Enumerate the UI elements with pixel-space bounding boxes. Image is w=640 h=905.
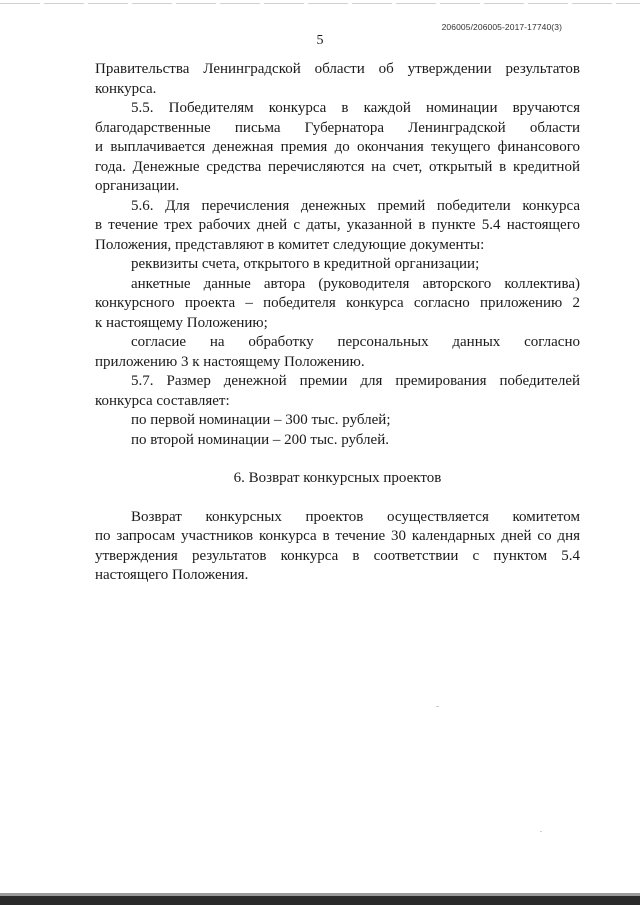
text-line: по запросам участников конкурса в течение 30 календарных дней со дня <box>95 528 580 544</box>
text-line: анкетные данные автора (руководителя авторского коллектива) <box>131 275 580 292</box>
text-line: приложению 3 к настоящему Положению. <box>95 353 365 370</box>
text-line: Положения, представляют в комитет следующие документы: <box>95 236 485 253</box>
text-line: 5.5. Победителям конкурса в каждой номинации вручаются <box>131 100 580 116</box>
text-line: конкурса. <box>95 80 157 97</box>
text-line: в течение трех рабочих дней с даты, указанной в пункте 5.4 настоящего <box>95 217 580 233</box>
text-line: Возврат конкурсных проектов осуществляется комитетом <box>131 508 580 525</box>
text-line: конкурсного проекта – победителя конкурса согласно приложению 2 <box>95 295 580 311</box>
scan-artifact-mark <box>540 831 542 832</box>
text-line: реквизиты счета, открытого в кредитной организации; <box>131 256 480 272</box>
document-id: 206005/206005-2017-17740(3) <box>441 22 562 32</box>
section-heading: 6. Возврат конкурсных проектов <box>233 470 442 486</box>
text-line: утверждения результатов конкурса в соответствии с пунктом 5.4 <box>95 547 580 564</box>
scan-artifact-bottom <box>0 896 640 905</box>
text-line: по второй номинации – 200 тыс. рублей. <box>131 431 389 448</box>
text-line: Правительства Ленинградской области об утверждении результатов <box>95 61 580 77</box>
text-line: согласие на обработку персональных данных согласно <box>131 334 580 350</box>
page-number: 5 <box>316 33 324 48</box>
text-line: 5.6. Для перечисления денежных премий победители конкурса <box>131 197 580 214</box>
scan-artifact-mark <box>436 706 439 707</box>
scan-artifact-top <box>0 3 640 4</box>
text-line: благодарственные письма Губернатора Ленинградской области <box>95 119 580 136</box>
text-line: организации. <box>95 178 180 194</box>
text-line: настоящего Положения. <box>95 567 249 583</box>
text-line: по первой номинации – 300 тыс. рублей; <box>131 412 391 428</box>
text-line: 5.7. Размер денежной премии для премирования победителей <box>131 373 580 389</box>
text-line: конкурса составляет: <box>95 392 230 409</box>
text-line: и выплачивается денежная премия до окончания текущего финансового <box>95 139 580 155</box>
text-line: года. Денежные средства перечисляются на счет, открытый в кредитной <box>95 158 580 175</box>
text-line: к настоящему Положению; <box>95 314 268 331</box>
document-body <box>95 60 580 586</box>
